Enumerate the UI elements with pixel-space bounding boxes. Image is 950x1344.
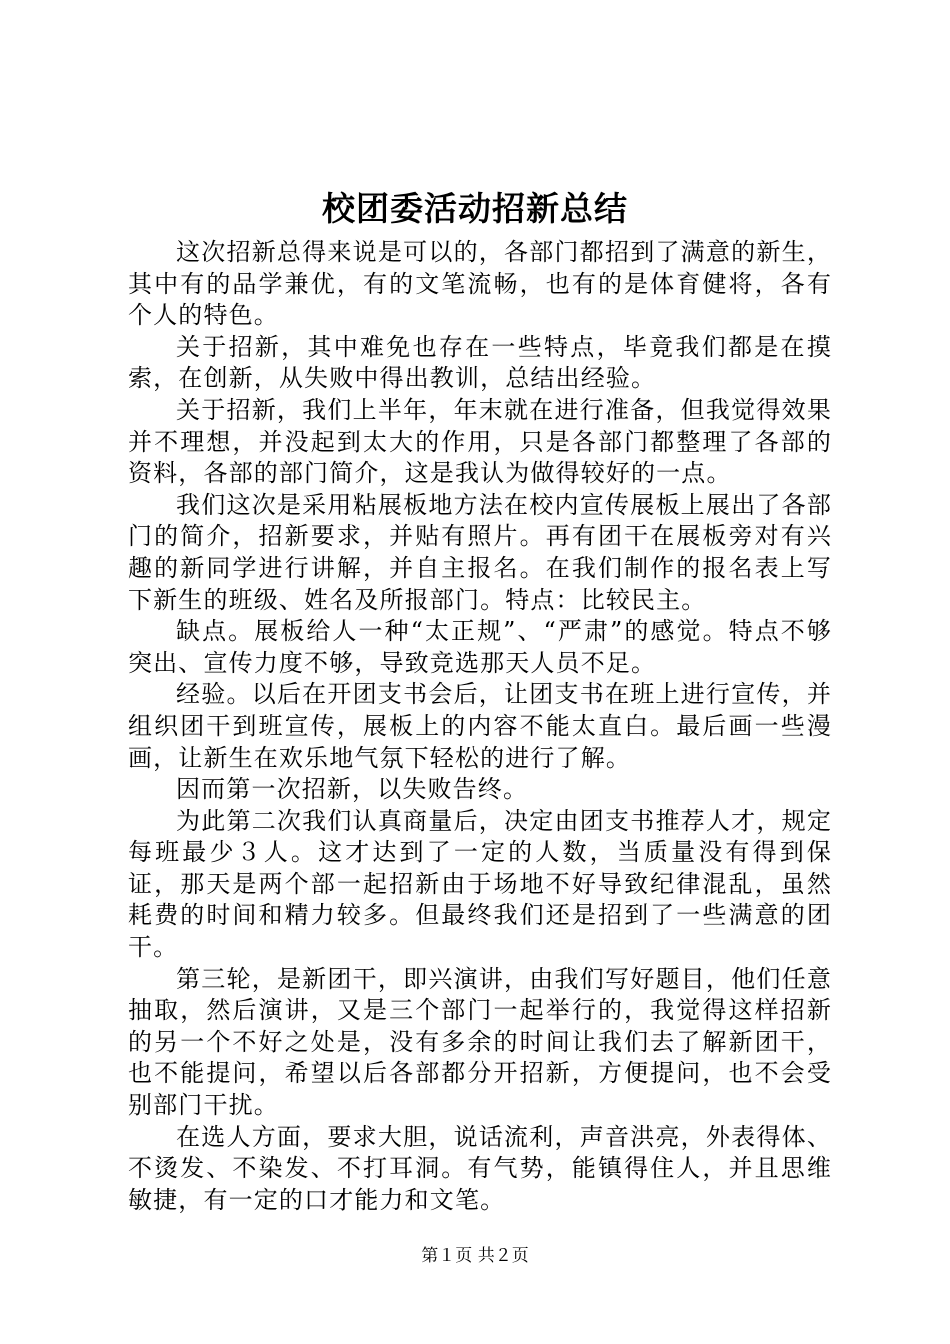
paragraph: 关于招新，其中难免也存在一些特点，毕竟我们都是在摸索，在创新，从失败中得出教训，总结出经验。 [128,332,832,393]
paragraph: 经验。以后在开团支书会后，让团支书在班上进行宣传，并组织团干到班宣传，展板上的内容不能太直白。最后画一些漫画，让新生在欢乐地气氛下轻松的进行了解。 [128,680,832,772]
paragraph: 为此第二次我们认真商量后，决定由团支书推荐人才，规定每班最少３人。这才达到了一定的人数，当质量没有得到保证，那天是两个部一起招新由于场地不好导致纪律混乱，虽然耗费的时间和精力较多。但最终我们还是招到了一些满意的团干。 [128,806,832,962]
paragraph: 第三轮，是新团干，即兴演讲，由我们写好题目，他们任意抽取，然后演讲，又是三个部门一起举行的，我觉得这样招新的另一个不好之处是，没有多余的时间让我们去了解新团干，也不能提问，希望以后各部都分开招新，方便提问，也不会受别部门干扰。 [128,964,832,1120]
document-title: 校团委活动招新总结 [322,189,628,228]
page-number-footer: 第１页 共２页 [421,1246,529,1266]
paragraph: 关于招新，我们上半年，年末就在进行准备，但我觉得效果并不理想，并没起到太大的作用，只是各部门都整理了各部的资料，各部的部门简介，这是我认为做得较好的一点。 [128,395,832,488]
paragraph: 我们这次是采用粘展板地方法在校内宣传展板上展出了各部门的简介，招新要求，并贴有照片。再有团干在展板旁对有兴趣的新同学进行讲解，并自主报名。在我们制作的报名表上写下新生的班级、姓名及所报部门。特点：比较民主。 [128,490,832,614]
paragraph: 缺点。展板给人一种“太正规”、“严肃”的感觉。特点不够突出、宣传力度不够，导致竞选那天人员不足。 [128,617,832,677]
document-body [128,237,832,1216]
paragraph: 因而第一次招新，以失败告终。 [176,775,529,804]
paragraph: 这次招新总得来说是可以的，各部门都招到了满意的新生，其中有的品学兼优，有的文笔流畅，也有的是体育健将，各有个人的特色。 [128,238,832,330]
paragraph: 在选人方面，要求大胆，说话流利，声音洪亮，外表得体、不烫发、不染发、不打耳洞。有气势，能镇得住人，并且思维敏捷，有一定的口才能力和文笔。 [128,1122,832,1214]
